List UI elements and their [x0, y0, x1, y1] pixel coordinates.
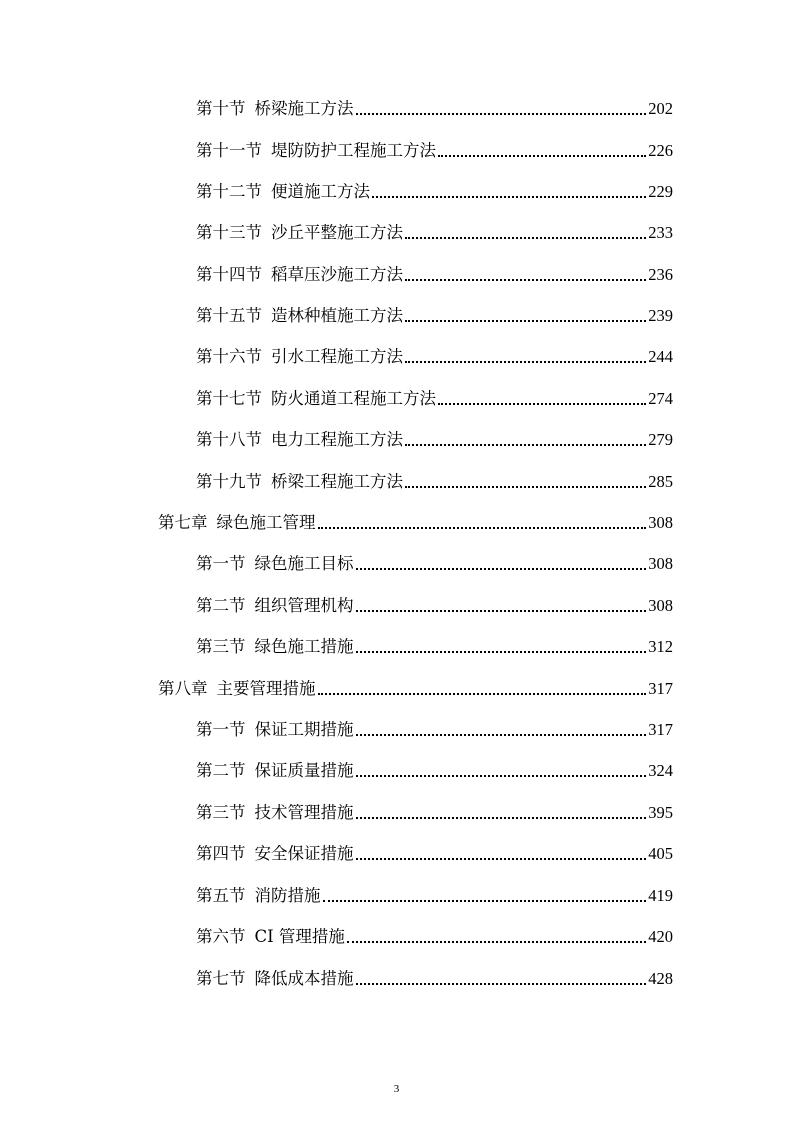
toc-section-number: 第一节	[196, 720, 246, 739]
toc-page-number: 308	[648, 513, 673, 532]
toc-section-number: 第六节	[196, 927, 246, 946]
toc-section-number: 第二节	[196, 596, 246, 615]
toc-page-number: 405	[648, 844, 673, 863]
toc-chapter-title: 绿色施工管理	[216, 513, 316, 532]
toc-section-title: 稻草压沙施工方法	[271, 265, 403, 284]
toc-dot-leader	[356, 610, 647, 612]
toc-dot-leader	[323, 900, 647, 902]
toc-section-title: 绿色施工措施	[254, 637, 354, 656]
toc-entry[interactable]	[196, 386, 673, 412]
toc-entry-label	[196, 924, 345, 950]
toc-section-number: 第十一节	[196, 141, 262, 160]
toc-chapter-entry[interactable]	[158, 510, 673, 536]
toc-page-number: 244	[648, 347, 673, 366]
toc-section-title: 保证工期措施	[254, 720, 354, 739]
toc-entry[interactable]	[196, 179, 673, 205]
toc-section-title: 便道施工方法	[271, 182, 370, 201]
toc-entry-label	[196, 138, 436, 164]
toc-chapter-entry[interactable]	[158, 676, 673, 702]
toc-entry-label	[196, 758, 354, 784]
toc-page-number: 236	[648, 265, 673, 284]
toc-entry-label	[196, 179, 370, 205]
toc-section-number: 第四节	[196, 844, 246, 863]
toc-section-number: 第十节	[196, 99, 246, 118]
toc-entry-label	[196, 593, 354, 619]
toc-section-title: 绿色施工目标	[254, 554, 354, 573]
toc-entry-label	[196, 427, 403, 453]
toc-entry[interactable]	[196, 303, 673, 329]
toc-section-title: 桥梁施工方法	[254, 99, 354, 118]
toc-entry[interactable]	[196, 469, 673, 495]
toc-page-number: 285	[648, 472, 673, 491]
toc-section-number: 第十五节	[196, 306, 262, 325]
toc-entry[interactable]	[196, 220, 673, 246]
toc-page-number: 308	[648, 596, 673, 615]
toc-entry-label	[196, 262, 403, 288]
toc-entry-label	[158, 510, 316, 536]
toc-section-number: 第十二节	[196, 182, 262, 201]
toc-page-number: 226	[648, 141, 673, 160]
toc-dot-leader	[318, 527, 647, 529]
toc-entry[interactable]	[196, 841, 673, 867]
toc-section-title: 电力工程施工方法	[271, 430, 403, 449]
toc-page-number: 324	[648, 761, 673, 780]
toc-dot-leader	[356, 734, 647, 736]
toc-entry-label	[196, 303, 403, 329]
toc-chapter-title: 主要管理措施	[216, 679, 316, 698]
toc-entry-label	[158, 676, 316, 702]
toc-chapter-number: 第八章	[158, 679, 208, 698]
toc-page-number: 419	[648, 886, 673, 905]
toc-page-number: 233	[648, 223, 673, 242]
toc-dot-leader	[318, 693, 647, 695]
toc-entry[interactable]	[196, 427, 673, 453]
toc-dot-leader	[356, 568, 647, 570]
toc-dot-leader	[405, 486, 646, 488]
toc-dot-leader	[405, 444, 646, 446]
toc-section-title: 安全保证措施	[254, 844, 354, 863]
toc-dot-leader	[356, 775, 647, 777]
toc-section-number: 第十八节	[196, 430, 262, 449]
toc-dot-leader	[438, 403, 646, 405]
toc-entry[interactable]	[196, 634, 673, 660]
toc-section-title: 沙丘平整施工方法	[271, 223, 403, 242]
toc-section-title: 造林种植施工方法	[271, 306, 403, 325]
toc-dot-leader	[356, 858, 647, 860]
toc-section-number: 第十七节	[196, 389, 262, 408]
toc-page-number: 229	[648, 182, 673, 201]
toc-section-number: 第一节	[196, 554, 246, 573]
toc-dot-leader	[356, 817, 647, 819]
toc-section-title: 防火通道工程施工方法	[271, 389, 436, 408]
toc-entry[interactable]	[196, 593, 673, 619]
toc-section-number: 第十四节	[196, 265, 262, 284]
toc-entry-label	[196, 386, 436, 412]
toc-entry[interactable]	[196, 96, 673, 122]
toc-section-title: CI 管理措施	[254, 927, 345, 946]
toc-page-number: 317	[648, 720, 673, 739]
toc-page-number: 274	[648, 389, 673, 408]
toc-entry[interactable]	[196, 717, 673, 743]
toc-page-number: 395	[648, 803, 673, 822]
toc-page-number: 239	[648, 306, 673, 325]
toc-page-number: 202	[648, 99, 673, 118]
toc-section-title: 堤防防护工程施工方法	[271, 141, 436, 160]
toc-page-number: 420	[648, 927, 673, 946]
toc-entry-label	[196, 344, 403, 370]
toc-entry-label	[196, 883, 321, 909]
toc-entry-label	[196, 717, 354, 743]
toc-entry-label	[196, 551, 354, 577]
toc-page-number: 428	[648, 969, 673, 988]
toc-section-number: 第三节	[196, 637, 246, 656]
toc-page-number: 312	[648, 637, 673, 656]
toc-section-number: 第十九节	[196, 472, 262, 491]
toc-entry-label	[196, 220, 403, 246]
toc-section-title: 消防措施	[254, 886, 321, 905]
toc-entry[interactable]	[196, 883, 673, 909]
page-footer-number: 3	[393, 1083, 400, 1095]
toc-entry[interactable]	[196, 551, 673, 577]
toc-dot-leader	[405, 320, 646, 322]
toc-entry[interactable]	[196, 138, 673, 164]
toc-page-number: 317	[648, 679, 673, 698]
toc-dot-leader	[438, 155, 646, 157]
toc-dot-leader	[356, 983, 647, 985]
toc-section-title: 降低成本措施	[254, 969, 354, 988]
toc-section-title: 桥梁工程施工方法	[271, 472, 403, 491]
toc-entry[interactable]	[196, 800, 673, 826]
toc-page-number: 308	[648, 554, 673, 573]
toc-entry-label	[196, 634, 354, 660]
toc-section-number: 第三节	[196, 803, 246, 822]
toc-dot-leader	[372, 196, 646, 198]
toc-entry-label	[196, 96, 354, 122]
toc-dot-leader	[405, 361, 646, 363]
toc-entry-label	[196, 469, 403, 495]
toc-dot-leader	[347, 941, 646, 943]
toc-entry[interactable]	[196, 262, 673, 288]
toc-page-number: 279	[648, 430, 673, 449]
toc-entry-label	[196, 800, 354, 826]
toc-chapter-number: 第七章	[158, 513, 208, 532]
toc-section-number: 第七节	[196, 969, 246, 988]
toc-dot-leader	[356, 113, 647, 115]
toc-entry-label	[196, 966, 354, 992]
toc-section-number: 第五节	[196, 886, 246, 905]
toc-entry[interactable]	[196, 344, 673, 370]
toc-entry[interactable]	[196, 758, 673, 784]
toc-section-title: 引水工程施工方法	[271, 347, 403, 366]
toc-entry-label	[196, 841, 354, 867]
toc-entry[interactable]	[196, 924, 673, 950]
toc-section-number: 第十三节	[196, 223, 262, 242]
toc-section-number: 第十六节	[196, 347, 262, 366]
toc-section-title: 组织管理机构	[254, 596, 354, 615]
toc-dot-leader	[356, 651, 647, 653]
toc-section-number: 第二节	[196, 761, 246, 780]
toc-section-title: 保证质量措施	[254, 761, 354, 780]
toc-dot-leader	[405, 279, 646, 281]
toc-section-title: 技术管理措施	[254, 803, 354, 822]
toc-dot-leader	[405, 237, 646, 239]
toc-entry[interactable]	[196, 966, 673, 992]
